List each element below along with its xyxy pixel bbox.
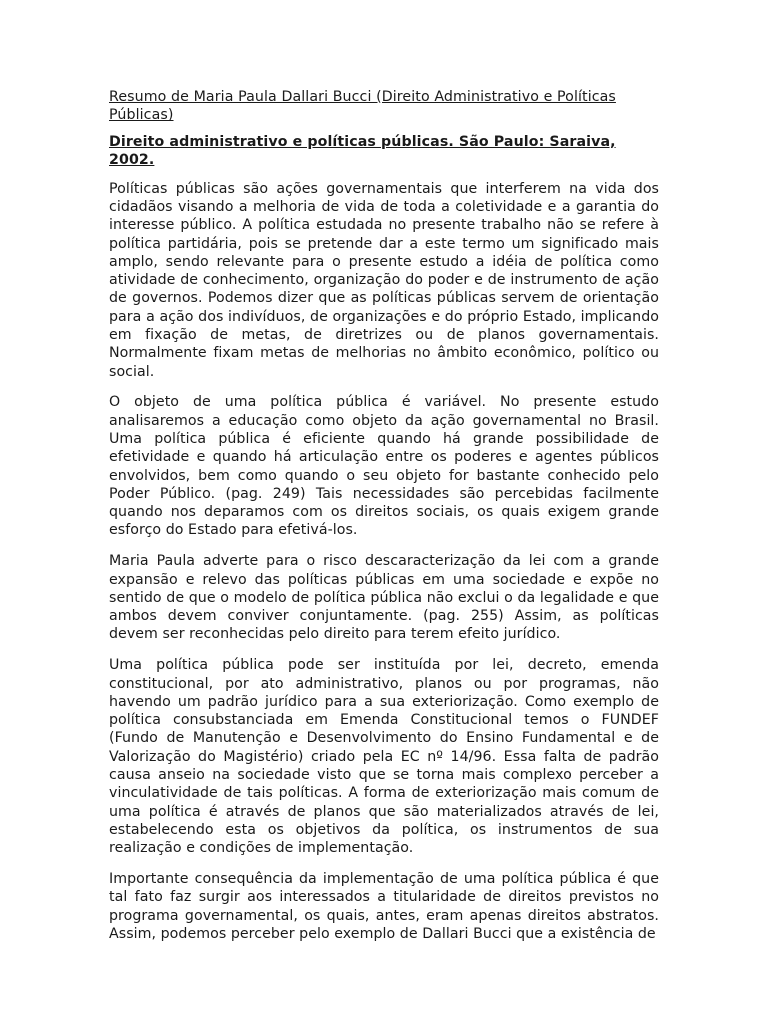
paragraph-5: Importante consequência da implementação de uma política pública é que tal fato faz surgir aos interessados a titularidade de direitos previstos no programa governamental, os quais, antes, eram apenas direitos abstratos. Assim, podemos perceber pelo exemplo de Dallari Bucci que a existência de (109, 871, 659, 942)
paragraph-2: O objeto de uma política pública é variável. No presente estudo analisaremos a educação como objeto da ação governamental no Brasil. Uma política pública é eficiente quando há grande possibilidade de efetividade e quando há articulação entre os poderes e agentes públicos envolvidos, bem como quando o seu objeto for bastante conhecido pelo Poder Público. (pag. 249) Tais necessidades são percebidas facilmente quando nos deparamos com os direitos sociais, os quais exigem grande esforço do Estado para efetivá-los. (109, 394, 659, 539)
bibliographic-reference: Direito administrativo e políticas públicas. São Paulo: Saraiva, 2002. (109, 133, 616, 169)
paragraph-1: Políticas públicas são ações governamentais que interferem na vida dos cidadãos visando a melhoria de vida de toda a coletividade e a garantia do interesse público. A política estudada no presente trabalho não se refere à política partidária, pois se pretende dar a este termo um significado mais amplo, sendo relevante para o presente estudo a idéia de política como atividade de conhecimento, organização do poder e de instrumento de ação de governos. Podemos dizer que as políticas públicas servem de orientação para a ação dos indivíduos, de organizações e do próprio Estado, implicando em fixação de metas, de diretrizes ou de planos governamentais. Normalmente fixam metas de melhorias no âmbito econômico, político ou social. (109, 180, 659, 380)
document-page (109, 88, 659, 956)
paragraph-4: Uma política pública pode ser instituída por lei, decreto, emenda constitucional, por ato administrativo, planos ou por programas, não havendo um padrão jurídico para a sua exteriorização. Como exemplo de política consubstanciada em Emenda Constitucional temos o FUNDEF (Fundo de Manutenção e Desenvolvimento do Ensino Fundamental e de Valorização do Magistério) criado pela EC nº 14/96. Essa falta de padrão causa anseio na sociedade visto que se torna mais complexo perceber a vinculatividade de tais políticas. A forma de exteriorização mais comum de uma política é através de planos que são materializados através de lei, estabelecendo esta os objetivos da política, os instrumentos de sua realização e condições de implementação. (109, 657, 659, 857)
document-title: Resumo de Maria Paula Dallari Bucci (Direito Administrativo e Políticas Públicas) (109, 89, 616, 124)
paragraph-3: Maria Paula adverte para o risco descaracterização da lei com a grande expansão e relevo das políticas públicas em uma sociedade e expõe no sentido de que o modelo de política pública não exclui o da legalidade e que ambos devem conviver conjuntamente. (pag. 255) Assim, as políticas devem ser reconhecidas pelo direito para terem efeito jurídico. (109, 553, 659, 643)
